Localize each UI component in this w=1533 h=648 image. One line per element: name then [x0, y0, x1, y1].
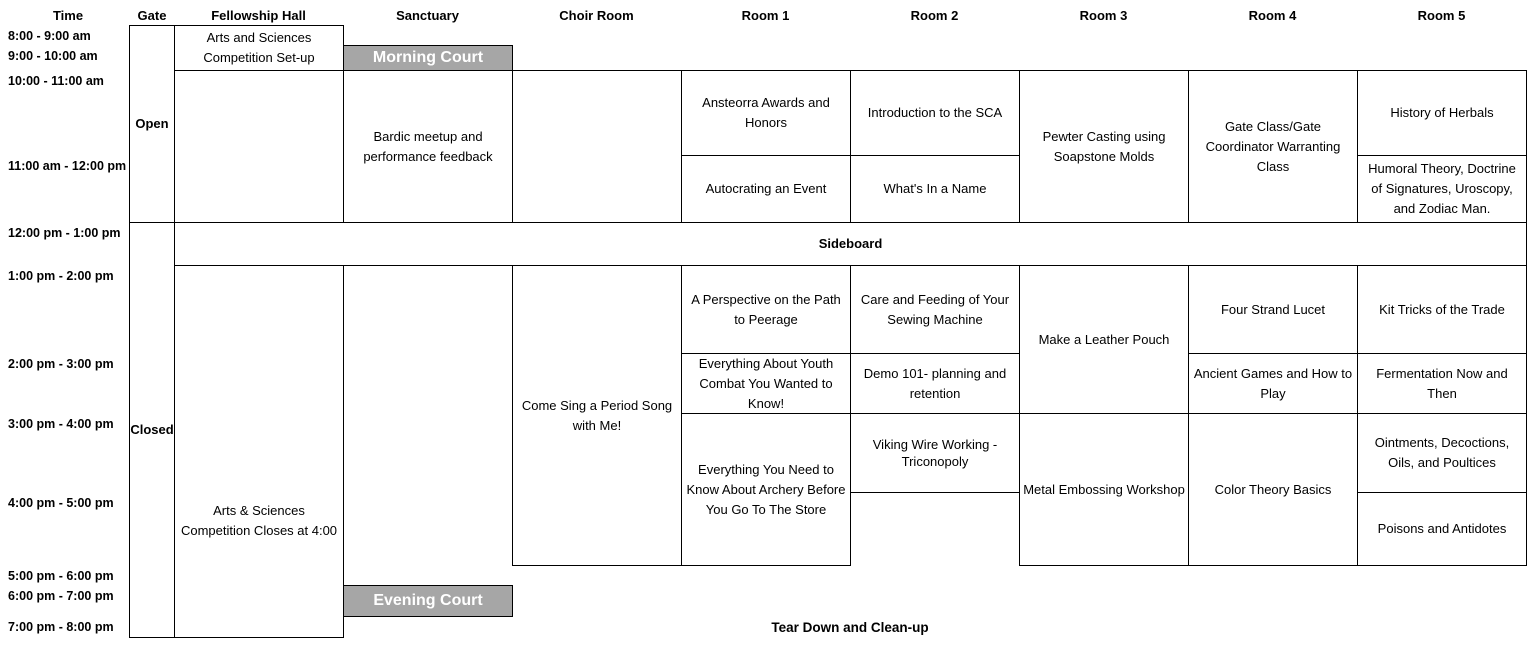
- pewter-casting-text: Pewter Casting using Soapstone Molds: [1042, 128, 1166, 164]
- time-slot-label: 1:00 pm - 2:00 pm: [8, 269, 114, 283]
- time-slot-label: 7:00 pm - 8:00 pm: [8, 620, 114, 634]
- bardic-meetup-text: Bardic meetup and performance feedback: [363, 128, 493, 164]
- poisons-text: Poisons and Antidotes: [1377, 521, 1507, 536]
- autocrating-cell: [681, 155, 851, 223]
- ancient-games-text: Ancient Games and How to Play: [1193, 365, 1353, 401]
- metal-embossing-text: Metal Embossing Workshop: [1023, 481, 1185, 497]
- ointments-text: Ointments, Decoctions, Oils, and Poultices: [1374, 435, 1510, 470]
- sideboard-text: Sideboard: [818, 236, 883, 251]
- column-header-gate: Gate: [137, 8, 167, 23]
- fellowship-closes-cell: [174, 265, 344, 638]
- archery-text: Everything You Need to Know About Archery Before You Go To The Store: [686, 461, 846, 517]
- sewing-machine-cell: [850, 265, 1020, 354]
- time-slot-label: 9:00 - 10:00 am: [8, 49, 98, 63]
- intro-sca-text: Introduction to the SCA: [867, 105, 1003, 120]
- color-theory-cell: [1188, 413, 1358, 566]
- gate-class-text: Gate Class/Gate Coordinator Warranting Class: [1205, 118, 1341, 174]
- column-header-time: Time: [52, 8, 84, 23]
- herbals-text: History of Herbals: [1390, 105, 1494, 120]
- fellowship-morning-cell: [174, 70, 344, 223]
- gate-open-label: Open: [135, 116, 169, 131]
- time-slot-label: 3:00 pm - 4:00 pm: [8, 417, 114, 431]
- column-header-room-3: Room 3: [1079, 8, 1128, 23]
- youth-combat-text: Everything About Youth Combat You Wanted to Know!: [698, 355, 834, 411]
- kit-tricks-text: Kit Tricks of the Trade: [1379, 301, 1505, 317]
- intro-sca-cell: [850, 70, 1020, 156]
- gate-closed-label: Closed: [130, 422, 174, 437]
- column-header-fellowship-hall: Fellowship Hall: [211, 8, 306, 23]
- time-slot-label: 4:00 pm - 5:00 pm: [8, 496, 114, 510]
- leather-pouch-text: Make a Leather Pouch: [1038, 331, 1170, 347]
- metal-embossing-cell: [1019, 413, 1189, 566]
- humoral-theory-text: Humoral Theory, Doctrine of Signatures, Uroscopy, and Zodiac Man.: [1368, 161, 1516, 216]
- period-song-cell: [512, 265, 682, 566]
- demo-101-cell: [850, 353, 1020, 414]
- whats-in-name-text: What's In a Name: [883, 181, 987, 196]
- gate-closed-cell: [129, 222, 175, 638]
- gate-open-cell: [129, 25, 175, 223]
- sewing-machine-text: Care and Feeding of Your Sewing Machine: [860, 291, 1010, 327]
- teardown-text: Tear Down and Clean-up: [771, 620, 929, 635]
- whats-in-name-cell: [850, 155, 1020, 223]
- ancient-games-cell: [1188, 353, 1358, 414]
- youth-combat-cell: [681, 353, 851, 414]
- column-header-room-1: Room 1: [741, 8, 790, 23]
- time-slot-label: 5:00 pm - 6:00 pm: [8, 569, 114, 583]
- ointments-cell: [1357, 413, 1527, 493]
- time-slot-label: 12:00 pm - 1:00 pm: [8, 226, 121, 240]
- demo-101-text: Demo 101- planning and retention: [863, 365, 1007, 401]
- peerage-text: A Perspective on the Path to Peerage: [691, 291, 841, 327]
- viking-wire-text: Viking Wire Working - Triconopoly: [872, 437, 998, 469]
- awards-honors-cell: [681, 70, 851, 156]
- fermentation-cell: [1357, 353, 1527, 414]
- gate-class-cell: [1188, 70, 1358, 223]
- evening-court-label: Evening Court: [373, 592, 483, 609]
- poisons-cell: [1357, 492, 1527, 566]
- leather-pouch-cell: [1019, 265, 1189, 414]
- time-slot-label: 6:00 pm - 7:00 pm: [8, 589, 114, 603]
- column-header-choir-room: Choir Room: [559, 8, 634, 23]
- fellowship-closes-text: Arts & Sciences Competition Closes at 4:00: [180, 502, 338, 538]
- viking-wire-cell: [850, 413, 1020, 493]
- humoral-theory-cell: [1357, 155, 1527, 223]
- time-slot-label: 10:00 - 11:00 am: [8, 74, 104, 88]
- bardic-meetup-cell: [343, 70, 513, 223]
- time-slot-label: 8:00 - 9:00 am: [8, 29, 91, 43]
- morning-court-cell: [343, 45, 513, 71]
- column-header-room-5: Room 5: [1417, 8, 1466, 23]
- lucet-cell: [1188, 265, 1358, 354]
- period-song-text: Come Sing a Period Song with Me!: [521, 397, 673, 433]
- awards-honors-text: Ansteorra Awards and Honors: [702, 95, 830, 130]
- evening-court-cell: [343, 585, 513, 617]
- fermentation-text: Fermentation Now and Then: [1376, 365, 1508, 401]
- column-header-room-4: Room 4: [1248, 8, 1297, 23]
- morning-court-label: Morning Court: [372, 49, 484, 66]
- choir-room-morning-cell: [512, 70, 682, 223]
- color-theory-text: Color Theory Basics: [1214, 481, 1332, 497]
- time-slot-label: 11:00 am - 12:00 pm: [8, 159, 127, 173]
- pewter-casting-cell: [1019, 70, 1189, 223]
- archery-cell: [681, 413, 851, 566]
- column-header-sanctuary: Sanctuary: [396, 8, 459, 23]
- time-slot-label: 2:00 pm - 3:00 pm: [8, 357, 114, 371]
- peerage-cell: [681, 265, 851, 354]
- lucet-text: Four Strand Lucet: [1220, 301, 1326, 317]
- fellowship-setup-text: Arts and Sciences Competition Set-up: [203, 30, 315, 65]
- herbals-cell: [1357, 70, 1527, 156]
- fellowship-setup-cell: [174, 25, 344, 71]
- kit-tricks-cell: [1357, 265, 1527, 354]
- column-header-room-2: Room 2: [910, 8, 959, 23]
- autocrating-text: Autocrating an Event: [705, 181, 827, 196]
- sideboard-cell: [174, 222, 1527, 266]
